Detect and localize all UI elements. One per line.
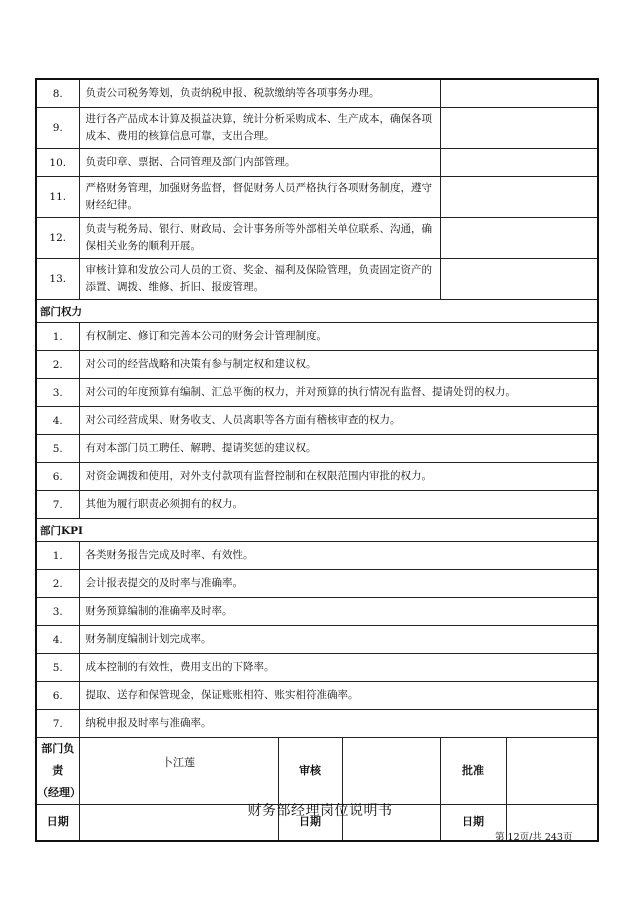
page-number: 第 12页/共 243页 [495, 832, 573, 843]
table-row [36, 463, 598, 491]
item-text: 财务制度编制计划完成率。 [79, 626, 598, 654]
item-text: 对公司的年度预算有编制、汇总平衡的权力，并对预算的执行情况有监督、提请处罚的权力。 [79, 379, 598, 407]
item-text: 严格财务管理，加强财务监督，督促财务人员严格执行各项财务制度，遵守财经纪律。 [79, 177, 440, 218]
table-row [36, 108, 598, 149]
item-text: 对公司经营成果、财务收支、人员离职等各方面有稽核审查的权力。 [79, 407, 598, 435]
item-text: 成本控制的有效性，费用支出的下降率。 [79, 654, 598, 682]
item-text: 审核计算和发放公司人员的工资、奖金、福利及保险管理，负责固定资产的添置、调拨、维修、折旧、报废管理。 [79, 259, 440, 300]
remarks-cell [440, 149, 598, 177]
table-row [36, 323, 598, 351]
job-description-table [35, 78, 599, 842]
item-number: 5. [36, 654, 79, 682]
item-text: 各类财务报告完成及时率、有效性。 [79, 542, 598, 570]
remarks-cell [440, 79, 598, 108]
table-row [36, 542, 598, 570]
kpi-section [36, 519, 598, 542]
dept-head-name: 卜江莲 [79, 738, 278, 805]
dept-head-label-line2: （经理） [37, 786, 81, 799]
remarks-cell [440, 177, 598, 218]
kpi-heading: 部门KPI [36, 519, 598, 542]
item-number: 2. [36, 570, 79, 598]
table-row [36, 491, 598, 519]
table-row [36, 351, 598, 379]
signoff-section [36, 738, 598, 841]
item-number: 4. [36, 407, 79, 435]
item-text: 负责与税务局、银行、财政局、会计事务所等外部相关单位联系、沟通，确保相关业务的顺利开展。 [79, 218, 440, 259]
approve-label: 批准 [440, 738, 506, 805]
item-number: 7. [36, 491, 79, 519]
table-row [36, 710, 598, 738]
table-row [36, 177, 598, 218]
job-description-page [35, 78, 597, 842]
table-row [36, 379, 598, 407]
item-number: 10. [36, 149, 79, 177]
dept-head-label-line1: 部门负责 [41, 742, 75, 777]
table-row [36, 654, 598, 682]
item-number: 4. [36, 626, 79, 654]
table-row [36, 259, 598, 300]
table-row [36, 435, 598, 463]
item-number: 8. [36, 79, 79, 108]
remarks-cell [440, 108, 598, 149]
item-number: 11. [36, 177, 79, 218]
item-text: 纳税申报及时率与准确率。 [79, 710, 598, 738]
item-text: 有对本部门员工聘任、解聘、提请奖惩的建议权。 [79, 435, 598, 463]
item-text: 有权制定、修订和完善本公司的财务会计管理制度。 [79, 323, 598, 351]
remarks-cell [440, 259, 598, 300]
remarks-cell [440, 218, 598, 259]
document-title: 财务部经理岗位说明书 [247, 803, 393, 819]
table-row [36, 407, 598, 435]
item-text: 负责印章、票据、合同管理及部门内部管理。 [79, 149, 440, 177]
item-number: 6. [36, 682, 79, 710]
item-text: 负责公司税务筹划，负责纳税申报、税款缴纳等各项事务办理。 [79, 79, 440, 108]
item-number: 12. [36, 218, 79, 259]
review-signature-cell [342, 738, 440, 805]
date-label-head: 日期 [36, 805, 79, 841]
review-label: 审核 [278, 738, 342, 805]
table-row [36, 149, 598, 177]
item-number: 6. [36, 463, 79, 491]
powers-section [36, 300, 598, 323]
table-row [36, 79, 598, 108]
table-row [36, 626, 598, 654]
item-number: 1. [36, 542, 79, 570]
powers-list [36, 323, 598, 519]
item-number: 3. [36, 379, 79, 407]
item-number: 1. [36, 323, 79, 351]
item-number: 9. [36, 108, 79, 149]
item-text: 其他为履行职责必须拥有的权力。 [79, 491, 598, 519]
item-text: 对资金调拨和使用，对外支付款项有监督控制和在权限范围内审批的权力。 [79, 463, 598, 491]
date-label-review: 日期 [278, 805, 342, 841]
item-text: 提取、送存和保管现金，保证账账相符、账实相符准确率。 [79, 682, 598, 710]
item-number: 13. [36, 259, 79, 300]
item-text: 财务预算编制的准确率及时率。 [79, 598, 598, 626]
dept-head-label [36, 738, 79, 805]
approve-signature-cell [506, 738, 598, 805]
table-row [36, 682, 598, 710]
item-number: 2. [36, 351, 79, 379]
item-text: 对公司的经营战略和决策有参与制定权和建议权。 [79, 351, 598, 379]
date-label-approve: 日期 [440, 805, 506, 841]
item-number: 3. [36, 598, 79, 626]
item-text: 进行各产品成本计算及损益决算，统计分析采购成本、生产成本，确保各项成本、费用的核算信息可靠，支出合理。 [79, 108, 440, 149]
item-number: 5. [36, 435, 79, 463]
table-row [36, 570, 598, 598]
duties-section [36, 79, 598, 300]
table-row [36, 218, 598, 259]
kpi-list [36, 542, 598, 738]
item-text: 会计报表提交的及时率与准确率。 [79, 570, 598, 598]
table-row [36, 598, 598, 626]
item-number: 7. [36, 710, 79, 738]
powers-heading: 部门权力 [36, 300, 598, 323]
